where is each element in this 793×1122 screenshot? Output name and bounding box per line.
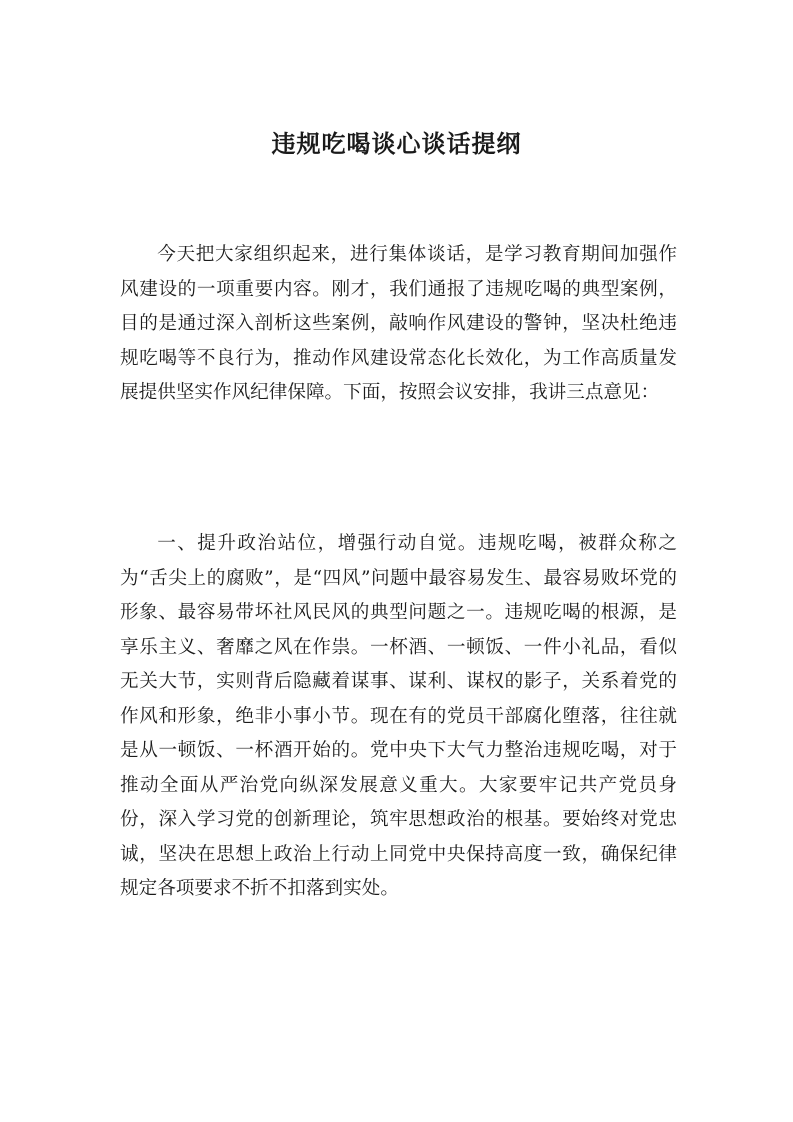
intro-paragraph: 今天把大家组织起来，进行集体谈话，是学习教育期间加强作风建设的一项重要内容。刚才，我们通报了违规吃喝的典型案例，目的是通过深入剖析这些案例，敲响作风建设的警钟，坚决杜绝违规吃喝等不良行为，推动作风建设常态化长效化，为工作高质量发展提供坚实作风纪律保障。下面，按照会议安排，我讲三点意见： — [120, 244, 677, 403]
section-one-paragraph: 一、提升政治站位，增强行动自觉。违规吃喝，被群众称之为“舌尖上的腐败”，是“四风”问题中最容易发生、最容易败坏党的形象、最容易带坏社风民风的典型问题之一。违规吃喝的根源，是享乐主义、奢靡之风在作祟。一杯酒、一顿饭、一件小礼品，看似无关大节，实则背后隐藏着谋事、谋利、谋权的影子，关系着党的作风和形象，绝非小事小节。现在有的党员干部腐化堕落，往往就是从一顿饭、一杯酒开始的。党中央下大气力整治违规吃喝，对于推动全面从严治党向纵深发展意义重大。大家要牢记共产党员身份，深入学习党的创新理论，筑牢思想政治的根基。要始终对党忠诚，坚决在思想上政治上行动上同党中央保持高度一致，确保纪律规定各项要求不折不扣落到实处。 — [120, 533, 677, 899]
document-title: 违规吃喝谈心谈话提纲 — [271, 129, 522, 158]
